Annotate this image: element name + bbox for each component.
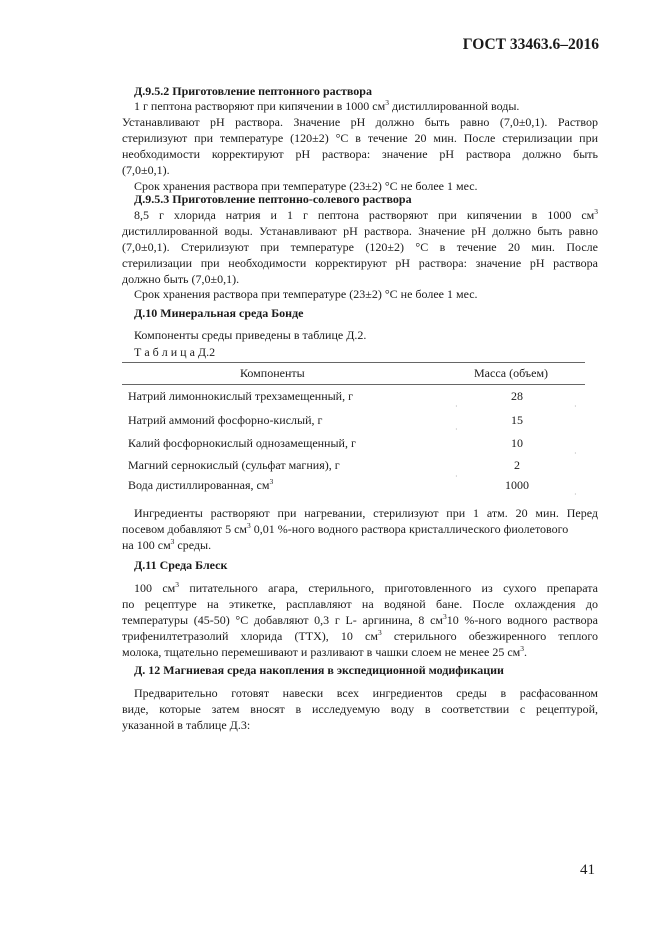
row-value: 10 bbox=[511, 436, 523, 450]
column-header-mass: Масса (объем) bbox=[474, 366, 549, 380]
paragraph-line: (7,0±0,1). bbox=[122, 163, 170, 177]
paragraph-line: Предварительно готовят навески всех ингредиентов среды в расфасованном bbox=[134, 686, 598, 700]
section-heading-d12: Д. 12 Магниевая среда накопления в экспедиционной модификации bbox=[134, 663, 504, 677]
table-row bbox=[122, 478, 585, 500]
paragraph-line: молока, тщательно перемешивают и разливают в чашки слоем не менее 25 $см^3$. bbox=[122, 644, 527, 659]
scan-speck: · bbox=[574, 449, 577, 458]
paragraph-line: должно быть (7,0±0,1). bbox=[122, 272, 240, 286]
paragraph-line: Устанавливают pH раствора. Значение pH должно быть равно (7,0±0,1). Раствор bbox=[122, 115, 598, 129]
column-header-components: Компоненты bbox=[240, 366, 305, 380]
paragraph-line: стерилизации при необходимости корректируют pH раствора: значение pH раствора bbox=[122, 256, 598, 270]
paragraph-line: виде, которые затем вносят в исследуемую воду в соответствии с рецептурой, bbox=[122, 702, 598, 716]
table-row bbox=[122, 458, 585, 480]
row-value: 2 bbox=[514, 458, 520, 472]
row-value: 28 bbox=[511, 389, 523, 403]
scan-speck: · bbox=[574, 402, 577, 411]
row-name: Вода дистиллированная, $см^3$ bbox=[128, 477, 274, 492]
row-value: 1000 bbox=[505, 478, 529, 492]
paragraph-line: Ингредиенты растворяют при нагревании, стерилизуют при 1 атм. 20 мин. Перед bbox=[134, 506, 598, 520]
section-heading-d953: Д.9.5.3 Приготовление пептонно-солевого раствора bbox=[134, 192, 412, 206]
document-code: ГОСТ 33463.6–2016 bbox=[462, 36, 599, 53]
paragraph-line: указанной в таблице Д.3: bbox=[122, 718, 251, 732]
scan-speck: · bbox=[455, 472, 458, 481]
table-row bbox=[122, 389, 585, 411]
paragraph-line: (7,0±0,1). Стерилизуют при температуре (120±2) °С в течение 20 мин. После bbox=[122, 240, 598, 254]
storage-note: Срок хранения раствора при температуре (23±2) °С не более 1 мес. bbox=[134, 287, 478, 301]
scan-speck: · bbox=[455, 425, 458, 434]
paragraph-line: 8,5 г хлорида натрия и 1 г пептона растворяют при кипячении в 1000 $см^3$ bbox=[134, 207, 598, 222]
paragraph-line: 1 г пептона растворяют при кипячении в 1000 $см^3$ дистиллированной воды. bbox=[134, 98, 520, 113]
scan-speck: · bbox=[455, 402, 458, 411]
paragraph-line: стерилизуют при температуре (120±2) °С в течение 20 мин. После стерилизации при bbox=[122, 131, 598, 145]
section-heading-d952: Д.9.5.2 Приготовление пептонного раствора bbox=[134, 84, 372, 98]
paragraph-line: трифенилтетразолий хлорида (ТТХ), 10 $см^3$ стерильного обезжиренного теплого bbox=[122, 628, 598, 643]
paragraph-line: температуры (45-50) °С добавляют 0,3 г L- аргинина, 8 $см^310$ %-ного водного раствора bbox=[122, 612, 598, 627]
paragraph-line: дистиллированной воды. Устанавливают pH раствора. Значение pH должно быть равно bbox=[122, 224, 598, 238]
section-heading-d10: Д.10 Минеральная среда Бонде bbox=[134, 306, 304, 320]
storage-note: Срок хранения раствора при температуре (23±2) °С не более 1 мес. bbox=[134, 179, 478, 193]
row-name: Натрий аммоний фосфорно-кислый, г bbox=[128, 413, 323, 427]
paragraph-line: 100 $см^3$ питательного агара, стерильного, приготовленного из сухого препарата bbox=[134, 580, 598, 595]
table-row bbox=[122, 413, 585, 435]
scan-speck: · bbox=[574, 490, 577, 499]
paragraph-line: по рецептуре на этикетке, расплавляют на водяной бане. После охлаждения до bbox=[122, 597, 598, 611]
table-intro: Компоненты среды приведены в таблице Д.2. bbox=[134, 328, 367, 342]
row-name: Натрий лимоннокислый трехзамещенный, г bbox=[128, 389, 354, 403]
row-value: 15 bbox=[511, 413, 523, 427]
paragraph-line: посевом добавляют 5 $см^3$ 0,01 %-ного водного раствора кристаллического фиолетового bbox=[122, 521, 569, 536]
row-name: Калий фосфорнокислый однозамещенный, г bbox=[128, 436, 356, 450]
table-header-rule bbox=[122, 384, 585, 385]
page-number: 41 bbox=[580, 862, 595, 878]
table-row bbox=[122, 436, 585, 458]
table-caption: Т а б л и ц а Д.2 bbox=[134, 345, 216, 359]
section-heading-d11: Д.11 Среда Блеск bbox=[134, 558, 228, 572]
table-top-rule bbox=[122, 362, 585, 363]
paragraph-line: на 100 $см^3$ среды. bbox=[122, 537, 212, 552]
components-table bbox=[122, 362, 585, 499]
row-name: Магний сернокислый (сульфат магния), г bbox=[128, 458, 340, 472]
paragraph-line: необходимости корректируют pH раствора: значение pH раствора должно быть bbox=[122, 147, 598, 161]
